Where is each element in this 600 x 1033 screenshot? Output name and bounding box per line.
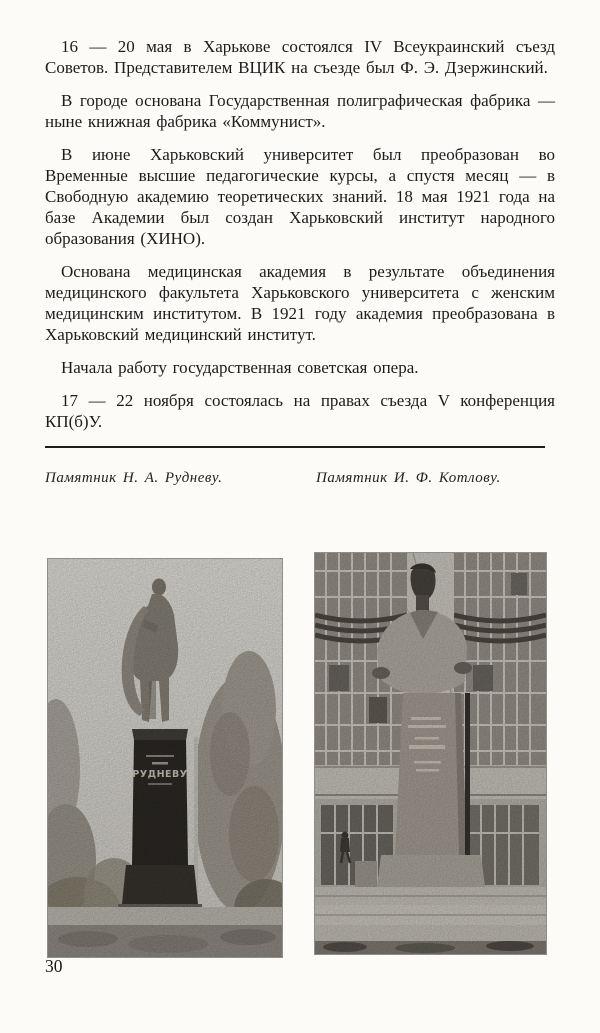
paragraph: 16 — 20 мая в Харькове состоялся IV Всеукраинский съезд Советов. Представителем ВЦИК на съезде был Ф. Э. Дзержинский. bbox=[45, 37, 555, 77]
photo-captions bbox=[45, 470, 555, 492]
paragraph: Основана медицинская академия в результате объединения медицинского факультета Харьковского университета с женским медицинским институтом. В 1921 году академия преобразована в Харьковский медицинский институт. bbox=[45, 262, 555, 344]
photo-monument-kotlov bbox=[314, 552, 547, 955]
monument-kotlov-illustration bbox=[314, 552, 547, 955]
page-number: 30 bbox=[45, 956, 63, 976]
section-divider bbox=[45, 446, 545, 448]
paragraph: 17 — 22 ноября состоялась на правах съезда V конференция КП(б)У. bbox=[45, 391, 555, 431]
photo-grain bbox=[48, 559, 282, 957]
paragraph: В июне Харьковский университет был преобразован во Временные высшие педагогические курсы, а спустя месяц — в Свободную академию теоретических знаний. 18 мая 1921 года на базе Академии был создан Харьковский институт народного образования (ХИНО). bbox=[45, 145, 555, 248]
paragraph: В городе основана Государственная полиграфическая фабрика — ныне книжная фабрика «Коммунист». bbox=[45, 91, 555, 131]
caption-rudnev: Памятник Н. А. Рудневу. bbox=[45, 470, 223, 486]
paragraph: Начала работу государственная советская опера. bbox=[61, 358, 419, 377]
photo-row bbox=[47, 552, 547, 958]
photo-monument-rudnev bbox=[47, 558, 283, 958]
chronicle-text bbox=[45, 36, 555, 444]
photo-grain bbox=[315, 553, 546, 954]
monument-rudnev-illustration bbox=[47, 558, 283, 958]
caption-kotlov: Памятник И. Ф. Котлову. bbox=[316, 470, 501, 486]
pedestal-inscription: РУДНЕВУ bbox=[132, 769, 188, 780]
